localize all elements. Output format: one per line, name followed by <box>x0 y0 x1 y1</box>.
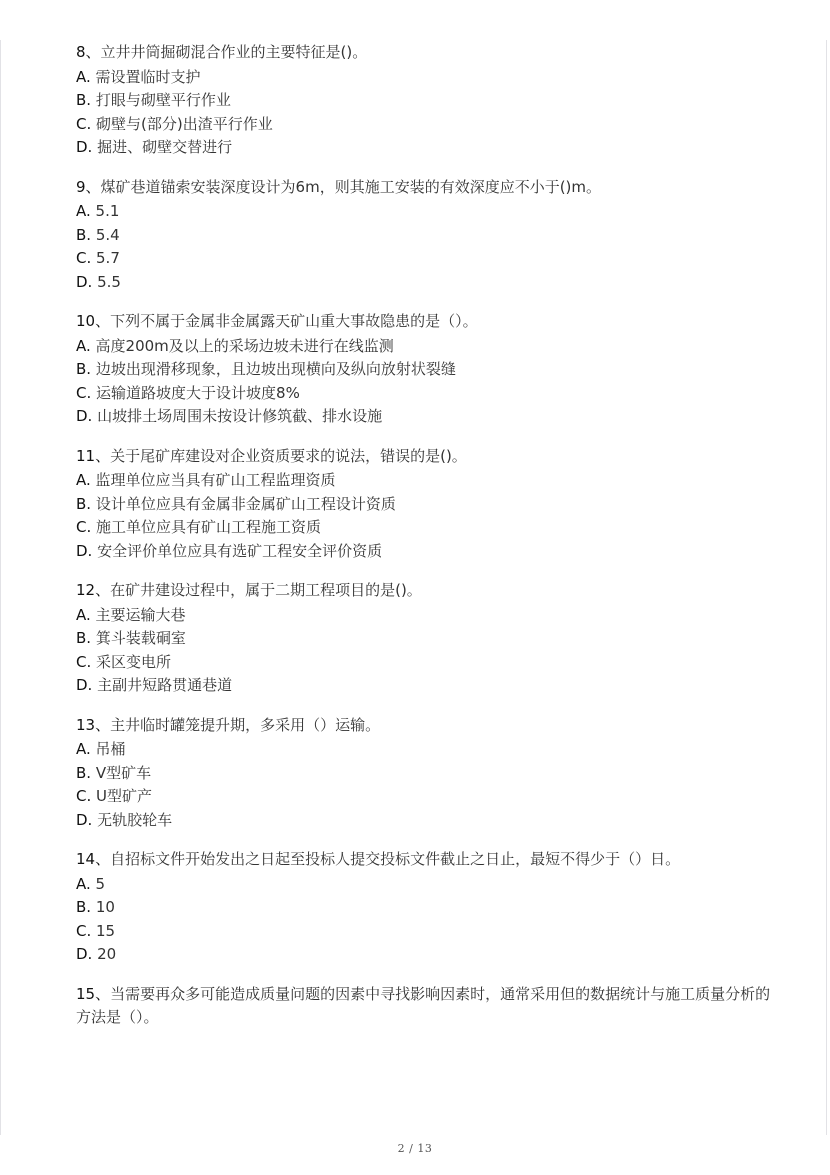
question-9 <box>76 176 776 295</box>
option-text: 砌壁与(部分)出渣平行作业 <box>91 114 273 133</box>
option-d <box>76 405 776 429</box>
option-b <box>76 89 776 113</box>
option-letter: A. <box>76 67 91 86</box>
option-a <box>76 873 776 897</box>
question-stem <box>76 579 776 603</box>
option-c <box>76 382 776 406</box>
option-text: 20 <box>92 945 117 963</box>
question-text: 下列不属于金属非金属露天矿山重大事故隐患的是（）。 <box>110 312 478 330</box>
option-text: 5.5 <box>92 272 121 291</box>
question-15 <box>76 983 776 1030</box>
option-a <box>76 738 776 762</box>
option-letter: C. <box>76 787 92 805</box>
option-text: 15 <box>91 921 116 940</box>
option-b <box>76 224 776 248</box>
question-text: 立井井筒掘砌混合作业的主要特征是()。 <box>100 43 368 61</box>
option-a <box>76 469 776 493</box>
option-b <box>76 627 776 651</box>
option-text: 监理单位应当具有矿山工程监理资质 <box>90 471 336 489</box>
option-b <box>76 358 776 382</box>
option-letter: B. <box>76 898 92 916</box>
option-b <box>76 896 776 920</box>
option-text: 山坡排土场周围未按设计修筑截、排水设施 <box>92 407 383 425</box>
option-c <box>76 651 776 675</box>
option-d <box>76 943 776 967</box>
option-b <box>76 493 776 517</box>
option-letter: D. <box>76 138 93 156</box>
option-c <box>76 920 776 944</box>
option-letter: D. <box>76 541 93 560</box>
option-letter: C. <box>76 518 92 536</box>
option-letter: D. <box>76 407 93 425</box>
question-stem <box>76 983 776 1030</box>
option-b <box>76 762 776 786</box>
question-number: 10、 <box>76 312 111 330</box>
option-letter: C. <box>76 921 92 940</box>
question-text: 自招标文件开始发出之日起至投标人提交投标文件截止之日止，最短不得少于（）日。 <box>110 850 681 868</box>
option-letter: D. <box>76 272 93 291</box>
option-d <box>76 271 776 295</box>
option-text: 主要运输大巷 <box>90 605 186 624</box>
option-letter: A. <box>76 740 91 758</box>
option-text: 掘进、砌壁交替进行 <box>92 138 233 156</box>
option-letter: C. <box>76 114 92 133</box>
question-stem <box>76 176 776 200</box>
option-letter: B. <box>76 629 92 647</box>
question-11 <box>76 445 776 564</box>
option-text: 箕斗装载硐室 <box>91 629 186 647</box>
question-13 <box>76 714 776 833</box>
question-text: 主井临时罐笼提升期，多采用（）运输。 <box>110 715 381 734</box>
option-text: 主副井短路贯通巷道 <box>92 676 233 694</box>
option-d <box>76 809 776 833</box>
option-letter: B. <box>76 91 92 109</box>
option-letter: C. <box>76 249 92 267</box>
option-c <box>76 113 776 137</box>
question-10 <box>76 310 776 429</box>
question-stem <box>76 848 776 872</box>
option-text: 5 <box>90 874 106 893</box>
question-stem <box>76 714 776 738</box>
option-c <box>76 516 776 540</box>
option-letter: B. <box>76 763 92 782</box>
question-text: 当需要再众多可能造成质量问题的因素中寻找影响因素时，通常采用但的数据统计与施工质量分析的方法是（）。 <box>76 984 771 1026</box>
question-8 <box>76 41 776 160</box>
page-indicator: 2 / 13 <box>397 1142 433 1155</box>
option-letter: D. <box>76 810 93 829</box>
option-letter: B. <box>76 225 92 244</box>
question-stem <box>76 445 776 469</box>
option-text: V型矿车 <box>91 763 152 782</box>
option-text: 无轨胶轮车 <box>92 810 173 829</box>
option-c <box>76 785 776 809</box>
option-text: 运输道路坡度大于设计坡度8% <box>91 383 300 402</box>
option-text: U型矿产 <box>91 787 152 805</box>
option-letter: C. <box>76 652 92 671</box>
question-text: 煤矿巷道锚索安装深度设计为6m，则其施工安装的有效深度应不小于()m。 <box>100 177 602 196</box>
question-stem <box>76 41 776 65</box>
question-number: 11、 <box>76 446 111 465</box>
question-list <box>76 41 776 1046</box>
option-a <box>76 66 776 90</box>
option-letter: A. <box>76 202 91 220</box>
option-d <box>76 136 776 160</box>
document-page <box>0 40 827 1135</box>
option-letter: D. <box>76 945 93 963</box>
question-14 <box>76 848 776 967</box>
question-text: 在矿井建设过程中，属于二期工程项目的是()。 <box>110 581 422 599</box>
question-12 <box>76 579 776 698</box>
option-letter: A. <box>76 874 91 893</box>
option-d <box>76 540 776 564</box>
option-letter: D. <box>76 676 93 694</box>
option-a <box>76 335 776 359</box>
option-a <box>76 200 776 224</box>
option-text: 5.1 <box>90 202 120 220</box>
option-text: 安全评价单位应具有选矿工程安全评价资质 <box>92 541 383 560</box>
option-text: 施工单位应具有矿山工程施工资质 <box>91 518 322 536</box>
option-text: 采区变电所 <box>91 652 172 671</box>
option-a <box>76 604 776 628</box>
question-number: 14、 <box>76 850 111 868</box>
option-letter: B. <box>76 360 92 378</box>
option-text: 5.4 <box>91 225 120 244</box>
question-number: 15、 <box>76 984 111 1003</box>
option-text: 设计单位应具有金属非金属矿山工程设计资质 <box>91 494 396 513</box>
question-number: 9、 <box>76 177 101 196</box>
option-letter: A. <box>76 605 91 624</box>
question-number: 12、 <box>76 581 111 599</box>
question-text: 关于尾矿库建设对企业资质要求的说法，错误的是()。 <box>110 446 467 465</box>
option-text: 吊桶 <box>90 740 126 758</box>
option-d <box>76 674 776 698</box>
option-letter: C. <box>76 383 92 402</box>
option-text: 高度200m及以上的采场边坡未进行在线监测 <box>90 336 394 355</box>
option-letter: B. <box>76 494 92 513</box>
question-stem <box>76 310 776 334</box>
option-c <box>76 247 776 271</box>
option-text: 需设置临时支护 <box>90 67 201 86</box>
option-text: 5.7 <box>91 249 120 267</box>
option-text: 10 <box>91 898 115 916</box>
option-letter: A. <box>76 471 91 489</box>
option-text: 打眼与砌壁平行作业 <box>91 91 231 109</box>
option-text: 边坡出现滑移现象，且边坡出现横向及纵向放射状裂缝 <box>91 360 456 378</box>
question-number: 8、 <box>76 43 101 61</box>
option-letter: A. <box>76 336 91 355</box>
question-number: 13、 <box>76 715 111 734</box>
